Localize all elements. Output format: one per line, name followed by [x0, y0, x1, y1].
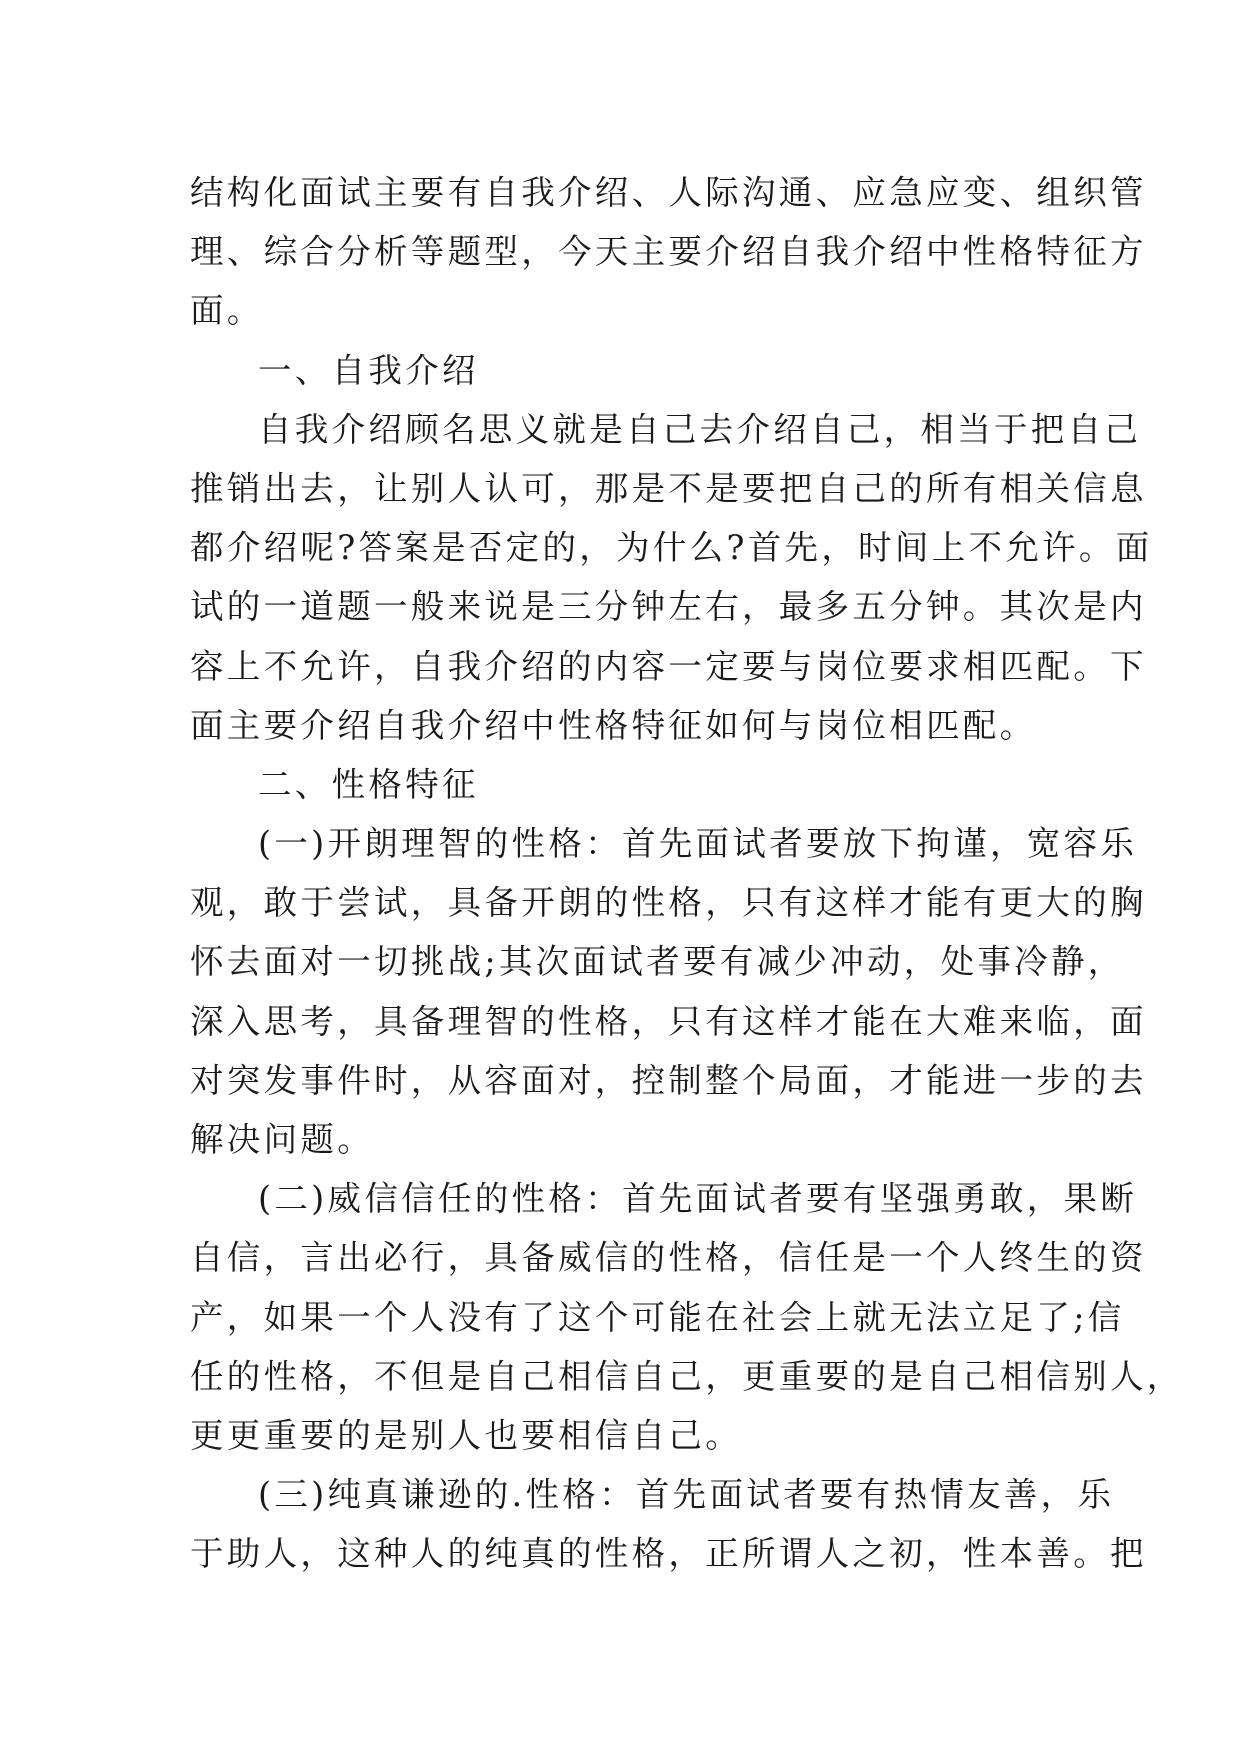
- text-line: 试的一道题一般来说是三分钟左右，最多五分钟。其次是内: [190, 587, 1147, 627]
- text-line: 怀去面对一切挑战;其次面试者要有减少冲动，处事冷静，: [190, 942, 1125, 982]
- body-text: [190, 163, 1184, 1584]
- text-line: 容上不允许，自我介绍的内容一定要与岗位要求相匹配。下: [190, 646, 1147, 686]
- text-line: 解决问题。: [190, 1120, 374, 1159]
- text-line: 面主要介绍自我介绍中性格特征如何与岗位相匹配。: [190, 705, 1037, 745]
- text-line: 结构化面试主要有自我介绍、人际沟通、应急应变、组织管: [190, 173, 1147, 212]
- text-line: 更更重要的是别人也要相信自己。: [190, 1415, 742, 1455]
- text-line: 自我介绍顾名思义就是自己去介绍自己，相当于把自己: [258, 409, 1142, 449]
- text-line: (一)开朗理智的性格：首先面试者要放下拘谨，宽容乐: [258, 824, 1138, 864]
- text-line: (二)威信信任的性格：首先面试者要有坚强勇敢，果断: [258, 1179, 1138, 1219]
- text-line: 任的性格，不但是自己相信自己，更重要的是自己相信别人，: [190, 1356, 1184, 1396]
- text-line: 产，如果一个人没有了这个可能在社会上就无法立足了;信: [190, 1297, 1125, 1337]
- section-heading-personality-traits: 二、性格特征: [258, 764, 479, 804]
- text-line: 于助人，这种人的纯真的性格，正所谓人之初，性本善。把: [190, 1534, 1147, 1574]
- text-line: (三)纯真谦逊的.性格：首先面试者要有热情友善，乐: [258, 1475, 1115, 1515]
- text-line: 深入思考，具备理智的性格，只有这样才能在大难来临，面: [190, 1001, 1147, 1041]
- text-line: 观，敢于尝试，具备开朗的性格，只有这样才能有更大的胸: [190, 883, 1147, 923]
- text-line: 自信，言出必行，具备威信的性格，信任是一个人终生的资: [190, 1238, 1147, 1278]
- section-heading-self-introduction: 一、自我介绍: [258, 350, 479, 390]
- text-line: 推销出去，让别人认可，那是不是要把自己的所有相关信息: [190, 468, 1147, 508]
- text-line: 对突发事件时，从容面对，控制整个局面，才能进一步的去: [190, 1060, 1147, 1100]
- text-line: 面。: [190, 291, 264, 331]
- text-line: 都介绍呢?答案是否定的，为什么?首先，时间上不允许。面: [190, 528, 1153, 568]
- text-line: 理、综合分析等题型，今天主要介绍自我介绍中性格特征方: [190, 232, 1147, 272]
